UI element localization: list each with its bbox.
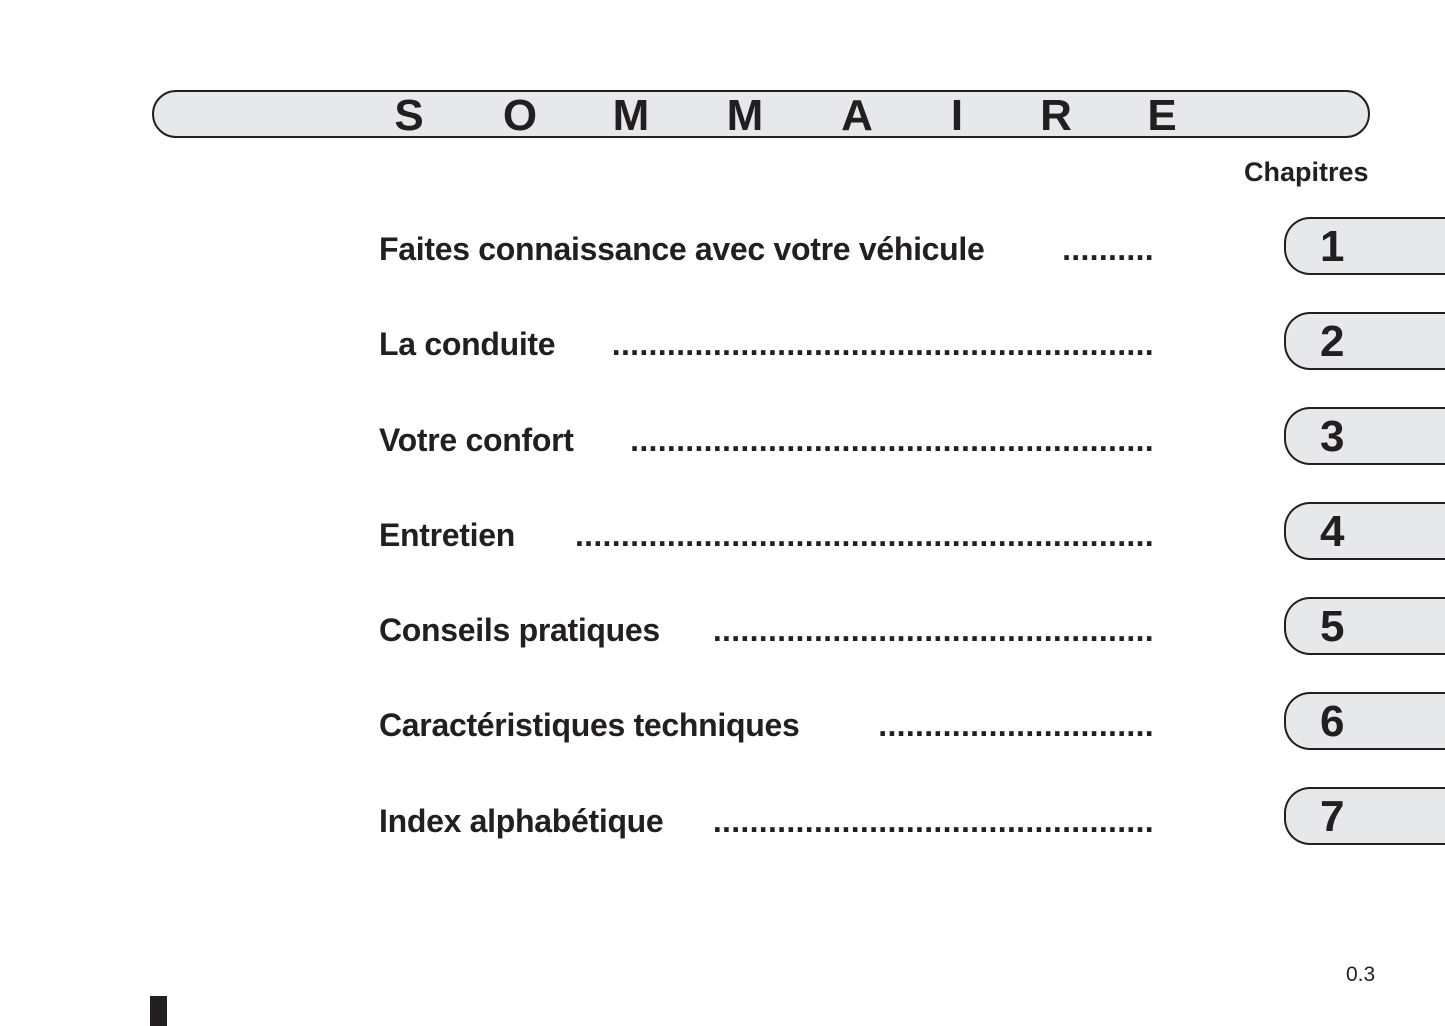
toc-leader-dots: ..............................	[878, 707, 1154, 743]
chapter-tab-7[interactable]	[1284, 787, 1445, 845]
chapter-tab-5[interactable]	[1284, 597, 1445, 655]
toc-entry-practical-advice[interactable]	[379, 610, 1154, 650]
chapter-number: 5	[1320, 602, 1345, 651]
toc-leader-dots: .........................................................	[630, 422, 1154, 458]
title-letter: M	[726, 91, 764, 140]
toc-leader-dots: ................................................	[712, 803, 1154, 839]
toc-entry-label[interactable]: Caractéristiques techniques	[379, 707, 800, 743]
chapter-number: 1	[1320, 222, 1345, 271]
title-letter: R	[1040, 91, 1072, 140]
chapter-tab-3[interactable]	[1284, 407, 1445, 465]
toc-leader-dots: ................................................	[712, 612, 1154, 648]
toc-leader-dots: ..........	[1062, 231, 1154, 267]
chapter-number: 4	[1320, 507, 1345, 556]
chapter-tab-4[interactable]	[1284, 502, 1445, 560]
toc-entry-comfort[interactable]	[379, 420, 1154, 460]
toc-leader-dots: ...........................................................	[611, 326, 1154, 362]
chapter-tab-2[interactable]	[1284, 312, 1445, 370]
toc-entry-vehicle[interactable]	[379, 229, 1154, 269]
chapter-number: 3	[1320, 412, 1345, 461]
title-letter: O	[502, 91, 538, 140]
page-number: 0.3	[1346, 963, 1376, 986]
chapter-number: 7	[1320, 792, 1345, 841]
toc-entry-label[interactable]: Faites connaissance avec votre véhicule	[379, 231, 985, 267]
title-letter: I	[950, 91, 964, 140]
chapter-number: 2	[1320, 317, 1345, 366]
toc-entry-label[interactable]: Votre confort	[379, 422, 574, 458]
title-banner	[152, 90, 1370, 138]
title-letter: S	[394, 91, 424, 140]
chapter-number: 6	[1320, 697, 1345, 746]
toc-entry-index[interactable]	[379, 801, 1154, 841]
chapters-heading: Chapitres	[1244, 157, 1369, 187]
toc-leader-dots: ...............................................................	[574, 517, 1154, 553]
title-letter: E	[1147, 91, 1177, 140]
page-edge-marker	[150, 996, 167, 1026]
toc-entry-maintenance[interactable]	[379, 515, 1154, 555]
toc-entry-label[interactable]: La conduite	[379, 326, 556, 362]
toc-entry-label[interactable]: Conseils pratiques	[379, 612, 660, 648]
toc-entry-label[interactable]: Entretien	[379, 517, 515, 553]
chapter-tab-6[interactable]	[1284, 692, 1445, 750]
title-letter: M	[612, 91, 650, 140]
title-letter: A	[841, 91, 873, 140]
chapter-tab-1[interactable]	[1284, 217, 1445, 275]
toc-entry-driving[interactable]	[379, 324, 1154, 364]
toc-entry-label[interactable]: Index alphabétique	[379, 803, 664, 839]
toc-entry-technical-specs[interactable]	[379, 705, 1154, 745]
